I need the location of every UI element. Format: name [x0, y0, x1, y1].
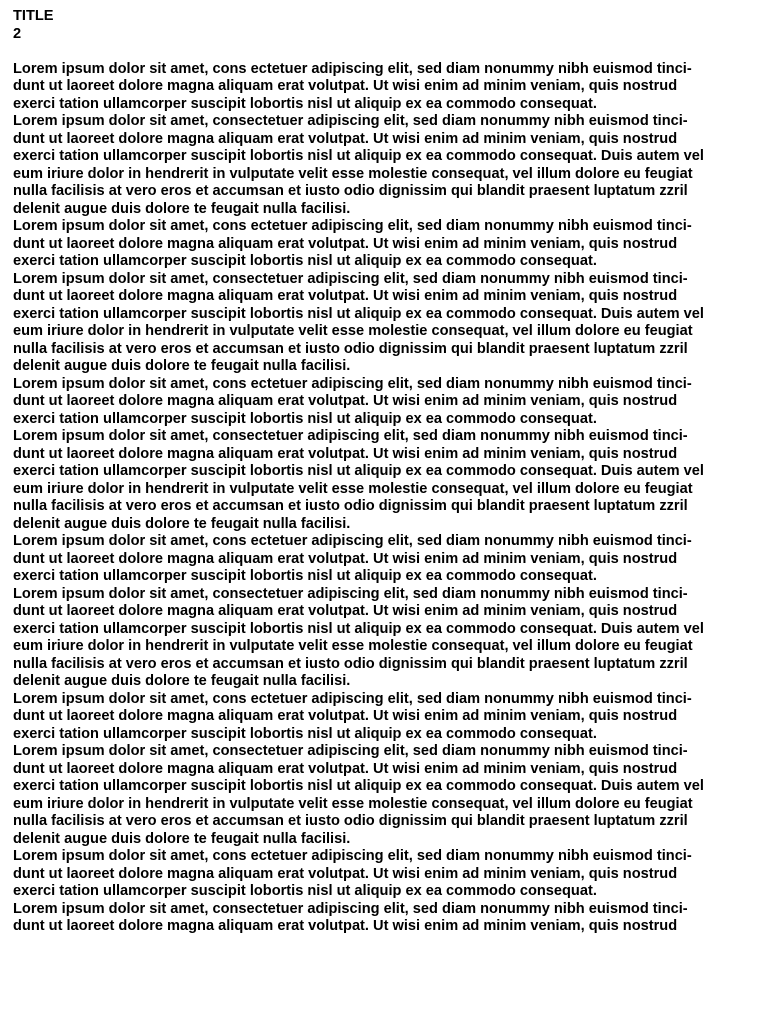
text-line: dunt ut laoreet dolore magna aliquam erat volutpat. Ut wisi enim ad minim veniam, quis nostrud [13, 235, 678, 252]
text-line: dunt ut laoreet dolore magna aliquam erat volutpat. Ut wisi enim ad minim veniam, quis nostrud [13, 708, 678, 724]
text-line: dunt ut laoreet dolore magna aliquam erat volutpat. Ut wisi enim ad minim veniam, quis nostrud [13, 288, 678, 304]
text-line: Lorem ipsum dolor sit amet, consectetuer adipiscing elit, sed diam nonummy nibh euismod tinci- [13, 428, 688, 444]
text-line: dunt ut laoreet dolore magna aliquam erat volutpat. Ut wisi enim ad minim veniam, quis nostrud [13, 760, 678, 777]
text-line: exerci tation ullamcorper suscipit lobortis nisl ut aliquip ex ea commodo consequat. Duis autem vel [13, 148, 704, 164]
text-line: nulla facilisis at vero eros et accumsan et iusto odio dignissim qui blandit praesent luptatum zzril [13, 655, 688, 672]
text-line: Lorem ipsum dolor sit amet, cons ectetuer adipiscing elit, sed diam nonummy nibh euismod tinci- [13, 375, 692, 392]
document-subtitle: 2 [13, 25, 22, 42]
text-line: Lorem ipsum dolor sit amet, cons ectetuer adipiscing elit, sed diam nonummy nibh euismod tinci- [13, 533, 692, 549]
text-line: Lorem ipsum dolor sit amet, consectetuer adipiscing elit, sed diam nonummy nibh euismod tinci- [13, 270, 688, 287]
text-line: dunt ut laoreet dolore magna aliquam erat volutpat. Ut wisi enim ad minim veniam, quis nostrud [13, 918, 678, 934]
text-line: dunt ut laoreet dolore magna aliquam erat volutpat. Ut wisi enim ad minim veniam, quis nostrud [13, 550, 678, 567]
document-title: TITLE [13, 8, 54, 24]
text-line: exerci tation ullamcorper suscipit lobortis nisl ut aliquip ex ea commodo consequat. [13, 95, 597, 112]
text-line: Lorem ipsum dolor sit amet, cons ectetuer adipiscing elit, sed diam nonummy nibh euismod tinci- [13, 60, 692, 77]
text-line: exerci tation ullamcorper suscipit lobortis nisl ut aliquip ex ea commodo consequat. [13, 410, 597, 427]
document-page [13, 8, 763, 936]
text-line: Lorem ipsum dolor sit amet, cons ectetuer adipiscing elit, sed diam nonummy nibh euismod tinci- [13, 690, 692, 707]
text-line: Lorem ipsum dolor sit amet, consectetuer adipiscing elit, sed diam nonummy nibh euismod tinci- [13, 585, 688, 602]
text-line: exerci tation ullamcorper suscipit lobortis nisl ut aliquip ex ea commodo consequat. [13, 568, 597, 584]
text-line: dunt ut laoreet dolore magna aliquam erat volutpat. Ut wisi enim ad minim veniam, quis nostrud [13, 445, 678, 462]
text-line: eum iriure dolor in hendrerit in vulputate velit esse molestie consequat, vel illum dolore eu feugiat [13, 795, 693, 812]
text-line: delenit augue duis dolore te feugait nulla facilisi. [13, 515, 351, 532]
text-line: exerci tation ullamcorper suscipit lobortis nisl ut aliquip ex ea commodo consequat. Duis autem vel [13, 620, 704, 637]
text-line: eum iriure dolor in hendrerit in vulputate velit esse molestie consequat, vel illum dolore eu feugiat [13, 323, 693, 339]
text-line: dunt ut laoreet dolore magna aliquam erat volutpat. Ut wisi enim ad minim veniam, quis nostrud [13, 130, 678, 147]
text-line: Lorem ipsum dolor sit amet, cons ectetuer adipiscing elit, sed diam nonummy nibh euismod tinci- [13, 848, 692, 864]
text-line: nulla facilisis at vero eros et accumsan et iusto odio dignissim qui blandit praesent luptatum zzril [13, 340, 688, 357]
text-line: exerci tation ullamcorper suscipit lobortis nisl ut aliquip ex ea commodo consequat. [13, 253, 597, 269]
text-line: dunt ut laoreet dolore magna aliquam erat volutpat. Ut wisi enim ad minim veniam, quis nostrud [13, 865, 678, 882]
text-line: exerci tation ullamcorper suscipit lobortis nisl ut aliquip ex ea commodo consequat. Duis autem vel [13, 463, 704, 479]
text-line: nulla facilisis at vero eros et accumsan et iusto odio dignissim qui blandit praesent luptatum zzril [13, 498, 688, 514]
text-line: delenit augue duis dolore te feugait nulla facilisi. [13, 200, 351, 217]
text-line: Lorem ipsum dolor sit amet, consectetuer adipiscing elit, sed diam nonummy nibh euismod tinci- [13, 900, 688, 917]
text-line: exerci tation ullamcorper suscipit lobortis nisl ut aliquip ex ea commodo consequat. Duis autem vel [13, 778, 704, 794]
text-line: dunt ut laoreet dolore magna aliquam erat volutpat. Ut wisi enim ad minim veniam, quis nostrud [13, 603, 678, 619]
text-line: delenit augue duis dolore te feugait nulla facilisi. [13, 358, 351, 374]
text-line: Lorem ipsum dolor sit amet, cons ectetuer adipiscing elit, sed diam nonummy nibh euismod tinci- [13, 218, 692, 234]
text-line: eum iriure dolor in hendrerit in vulputate velit esse molestie consequat, vel illum dolore eu feugiat [13, 480, 693, 497]
body-text [13, 61, 763, 936]
text-line: exerci tation ullamcorper suscipit lobortis nisl ut aliquip ex ea commodo consequat. [13, 725, 597, 742]
text-line: exerci tation ullamcorper suscipit lobortis nisl ut aliquip ex ea commodo consequat. [13, 883, 597, 899]
text-line: nulla facilisis at vero eros et accumsan et iusto odio dignissim qui blandit praesent luptatum zzril [13, 813, 688, 829]
text-line: eum iriure dolor in hendrerit in vulputate velit esse molestie consequat, vel illum dolore eu feugiat [13, 165, 693, 182]
title-block [13, 8, 763, 43]
text-line: Lorem ipsum dolor sit amet, consectetuer adipiscing elit, sed diam nonummy nibh euismod tinci- [13, 743, 688, 759]
text-line: delenit augue duis dolore te feugait nulla facilisi. [13, 673, 351, 689]
text-line: exerci tation ullamcorper suscipit lobortis nisl ut aliquip ex ea commodo consequat. Duis autem vel [13, 305, 704, 322]
text-line: nulla facilisis at vero eros et accumsan et iusto odio dignissim qui blandit praesent luptatum zzril [13, 183, 688, 199]
text-line: eum iriure dolor in hendrerit in vulputate velit esse molestie consequat, vel illum dolore eu feugiat [13, 638, 693, 654]
text-line: dunt ut laoreet dolore magna aliquam erat volutpat. Ut wisi enim ad minim veniam, quis nostrud [13, 393, 678, 409]
text-line: Lorem ipsum dolor sit amet, consectetuer adipiscing elit, sed diam nonummy nibh euismod tinci- [13, 113, 688, 129]
text-line: delenit augue duis dolore te feugait nulla facilisi. [13, 830, 351, 847]
text-line: dunt ut laoreet dolore magna aliquam erat volutpat. Ut wisi enim ad minim veniam, quis nostrud [13, 78, 678, 94]
